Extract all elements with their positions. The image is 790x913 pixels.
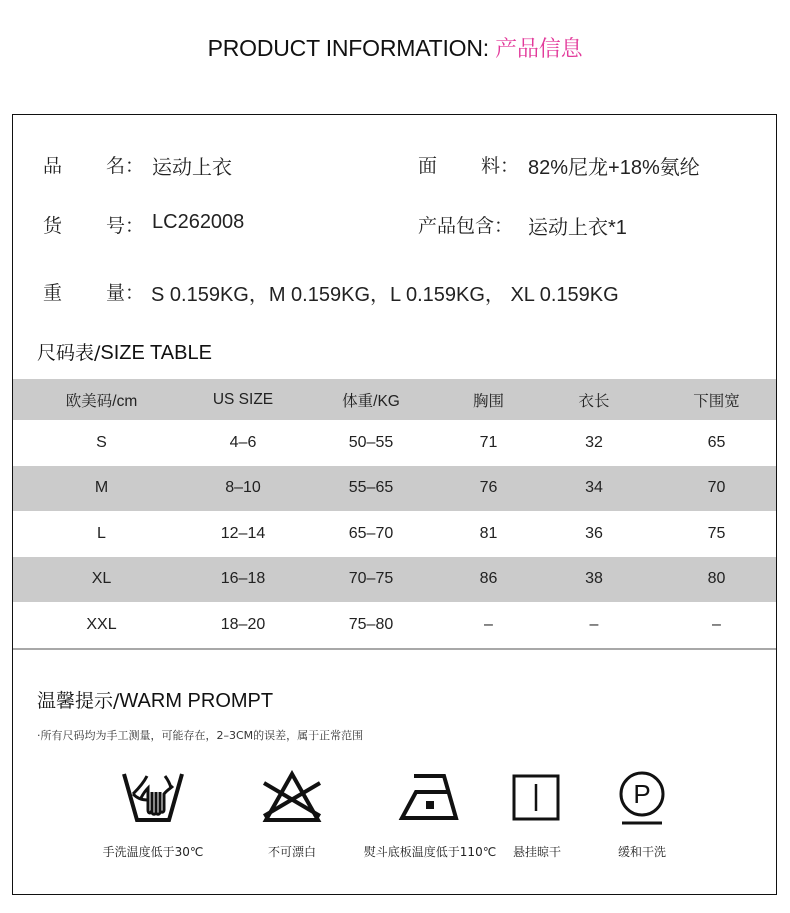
table-cell: 71 bbox=[479, 433, 498, 451]
section-divider bbox=[13, 648, 776, 650]
table-cell: 18–20 bbox=[220, 615, 266, 633]
care-label: 不可漂白 bbox=[267, 845, 316, 859]
info-sku-label-a: 货 bbox=[43, 215, 63, 237]
table-cell: 34 bbox=[585, 479, 603, 497]
header-cell: 体重/KG bbox=[342, 392, 400, 410]
table-row bbox=[13, 466, 776, 512]
table-cell: S bbox=[96, 433, 107, 451]
table-cell: 4–6 bbox=[229, 433, 257, 451]
info-fabric-value: 82%尼龙+18%氨纶 bbox=[528, 157, 700, 179]
table-cell: 65 bbox=[707, 433, 726, 451]
svg-text:P: P bbox=[633, 779, 651, 809]
table-cell: 86 bbox=[479, 570, 498, 588]
measurement-note: ·所有尺码均为手工测量，可能存在，2–3CM的误差，属于正常范围 bbox=[37, 729, 364, 742]
header-cell: 下围宽 bbox=[693, 392, 740, 410]
size-table-title-en: SIZE TABLE bbox=[100, 342, 212, 364]
table-cell: 12–14 bbox=[220, 524, 266, 542]
no-bleach-icon bbox=[260, 770, 324, 826]
info-package-value: 运动上衣*1 bbox=[528, 217, 627, 239]
table-cell: 32 bbox=[585, 433, 603, 451]
care-item-dry-clean bbox=[557, 770, 727, 859]
table-cell: – bbox=[712, 615, 721, 633]
table-cell: 70 bbox=[707, 479, 726, 497]
page-title-cn: 产品信息 bbox=[495, 37, 583, 62]
table-cell: 76 bbox=[479, 479, 498, 497]
table-cell: L bbox=[97, 524, 106, 542]
info-fabric-label-a: 面 bbox=[418, 155, 438, 177]
table-cell: 80 bbox=[707, 570, 726, 588]
table-cell: 65–70 bbox=[348, 524, 394, 542]
care-label: 悬挂晾干 bbox=[512, 845, 561, 859]
info-name-label-a: 品 bbox=[43, 155, 63, 177]
header-cell: US SIZE bbox=[212, 390, 274, 408]
size-table-title bbox=[37, 338, 212, 365]
info-name-value: 运动上衣 bbox=[152, 157, 232, 179]
size-table bbox=[13, 379, 776, 648]
header-cell: 欧美码/cm bbox=[65, 392, 138, 410]
table-cell: XXL bbox=[86, 615, 117, 633]
size-table-header bbox=[13, 379, 776, 420]
info-package-label: 产品包含： bbox=[418, 215, 514, 237]
hand-wash-icon bbox=[121, 770, 185, 826]
warm-prompt-title-cn: 温馨提示/ bbox=[37, 690, 120, 712]
table-cell: 50–55 bbox=[348, 433, 394, 451]
care-label: 手洗温度低于30℃ bbox=[102, 845, 204, 859]
header-cell: 胸围 bbox=[472, 392, 504, 410]
info-weight-value: S 0.159KG，M 0.159KG，L 0.159KG， XL 0.159KG bbox=[151, 284, 619, 306]
warm-prompt-title-en: WARM PROMPT bbox=[119, 690, 274, 712]
table-cell: 16–18 bbox=[220, 570, 266, 588]
page-title-en: PRODUCT INFORMATION: bbox=[207, 35, 496, 61]
care-label: 熨斗底板温度低于110℃ bbox=[363, 845, 497, 859]
table-cell: – bbox=[484, 615, 493, 633]
info-sku-value: LC262008 bbox=[152, 211, 245, 233]
care-label: 缓和干洗 bbox=[617, 845, 666, 859]
table-cell: 55–65 bbox=[348, 479, 394, 497]
info-weight-label-b: 量： bbox=[106, 282, 145, 304]
table-cell: 8–10 bbox=[225, 479, 261, 497]
warm-prompt-title bbox=[37, 686, 273, 713]
info-fabric-label-b: 料： bbox=[481, 155, 520, 177]
table-row bbox=[13, 420, 776, 466]
table-cell: 70–75 bbox=[348, 570, 394, 588]
table-cell: XL bbox=[91, 570, 112, 588]
info-sku-label-b: 号： bbox=[106, 215, 145, 237]
gentle-dry-clean-icon bbox=[610, 770, 674, 826]
info-name-label-b: 名： bbox=[106, 155, 145, 177]
table-cell: – bbox=[589, 615, 599, 633]
table-cell: 81 bbox=[479, 524, 498, 542]
table-cell: 75 bbox=[707, 524, 726, 542]
header-cell: 衣长 bbox=[578, 392, 610, 410]
table-cell: 75–80 bbox=[348, 615, 394, 633]
table-cell: 38 bbox=[585, 570, 603, 588]
table-cell: M bbox=[94, 479, 109, 497]
table-cell: 36 bbox=[585, 524, 603, 542]
page-title bbox=[0, 32, 790, 63]
size-table-title-cn: 尺码表/ bbox=[37, 342, 101, 364]
info-weight-label-a: 重 bbox=[43, 282, 63, 304]
table-row bbox=[13, 557, 776, 603]
table-row bbox=[13, 602, 776, 648]
table-row bbox=[13, 511, 776, 557]
